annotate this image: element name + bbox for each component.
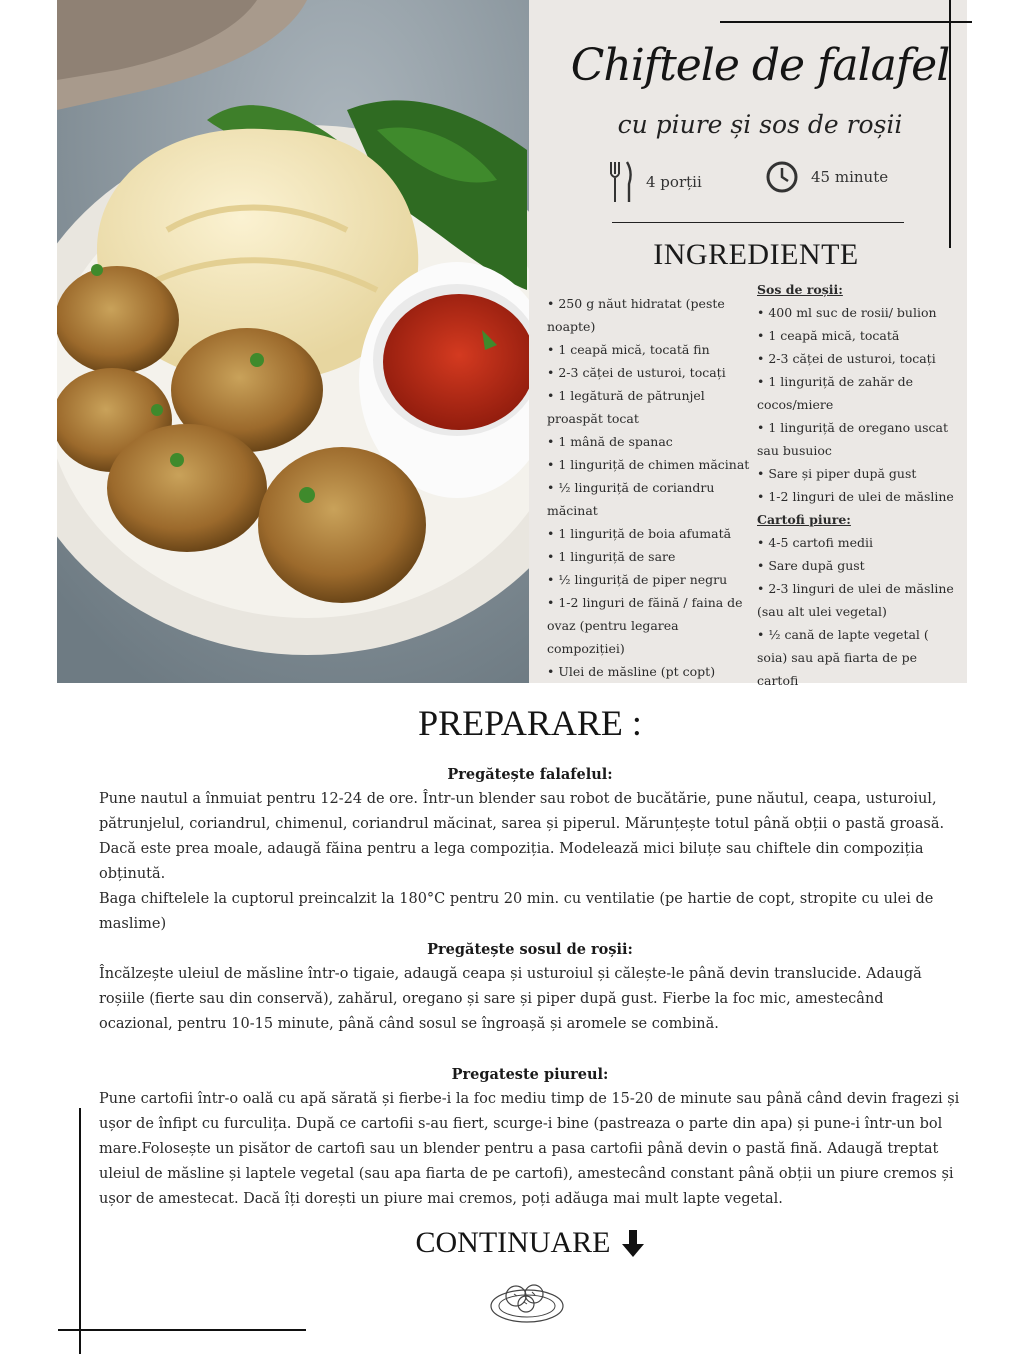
ingredient-item: • Sare și piper după gust — [757, 462, 962, 485]
ingredient-item: • ½ linguriță de coriandru măcinat — [547, 476, 751, 522]
ingredient-item: • 400 ml suc de rosii/ bulion — [757, 301, 962, 324]
falafel-plate-illustration — [57, 0, 529, 683]
divider — [612, 222, 904, 223]
ingredients-heading: INGREDIENTE — [653, 238, 859, 271]
ingredient-item: • 1 linguriță de oregano uscat sau busuioc — [757, 416, 962, 462]
corner-line-horizontal — [720, 21, 972, 23]
continue-link[interactable] — [380, 1226, 680, 1260]
fork-knife-icon — [608, 160, 634, 204]
sauce-instructions — [99, 937, 961, 1037]
recipe-title: Chiftele de falafel — [570, 40, 950, 91]
preparation-heading: PREPARARE : — [418, 703, 642, 743]
ingredient-item: • Ulei de măsline (pt copt) — [547, 660, 751, 683]
clock-icon — [765, 160, 799, 194]
ingredient-item: • 1 ceapă mică, tocată fin — [547, 338, 751, 361]
ingredient-item: • 2-3 linguri de ulei de măsline (sau alt ulei vegetal) — [757, 577, 962, 623]
puree-step-text: Pune cartofii într-o oală cu apă sărată și fierbe-i la foc mediu timp de 15-20 de minute sau până când devin fragezi și ușor de înfipt cu furculița. După ce cartofii s-au fiert, scurge-i bine (pastreaza o parte din apa) și pune-i într-un bol mare.Folosește un pisător de cartofi sau un blender pentru a pasa cartofii până devin o pastă fină. Adaugă treptat uleiul de măsline și laptele vegetal (sau apa fiarta de pe cartofi), amestecând constant până obții un piure cremos și ușor de amestecat. Dacă îți dorești un piure mai cremos, poți adăuga mai mult lapte vegetal. — [99, 1091, 960, 1207]
ingredient-item: • ½ cană de lapte vegetal ( soia) sau apă fiarta de pe cartofi — [757, 623, 962, 692]
ingredient-item: • 1 mână de spanac — [547, 430, 751, 453]
falafel-step-heading: Pregătește falafelul: — [447, 766, 613, 783]
arrow-down-icon — [621, 1228, 645, 1258]
continue-label: CONTINUARE — [415, 1226, 611, 1259]
corner-line-vertical-bottom — [79, 1108, 81, 1354]
ingredient-item: • 2-3 căței de usturoi, tocați — [757, 347, 962, 370]
bowl-illustration-icon — [488, 1276, 566, 1328]
falafel-instructions — [99, 762, 961, 937]
recipe-subtitle: cu piure și sos de roșii — [617, 110, 903, 139]
portions-text: 4 porții — [646, 173, 702, 191]
ingredient-item: • 1 linguriță de boia afumată — [547, 522, 751, 545]
ingredient-item: • 250 g năut hidratat (peste noapte) — [547, 292, 751, 338]
puree-step-heading: Pregateste piureul: — [451, 1066, 609, 1083]
ingredient-item: • 1 linguriță de sare — [547, 545, 751, 568]
falafel-ingredients — [547, 292, 751, 683]
ingredient-item: • 1-2 linguri de făină / faina de ovaz (pentru legarea compoziției) — [547, 591, 751, 660]
time-text: 45 minute — [811, 168, 889, 186]
sauce-step-text: Încălzește uleiul de măsline într-o tigaie, adaugă ceapa și usturoiul și călește-le până devin translucide. Adaugă roșiile (fierte sau din conservă), zahărul, oregano și sare și piper după gust. Fierbe la foc mic, amestecând ocazional, pentru 10-15 minute, până când sosul se îngroașă și aromele se combină. — [99, 966, 922, 1032]
corner-line-horizontal-bottom — [58, 1329, 306, 1331]
falafel-bake-text: Baga chiftelele la cuptorul preincalzit la 180°C pentru 20 min. cu ventilatie (pe hartie de copt, stropite cu ulei de maslime) — [99, 891, 934, 932]
puree-subheading: Cartofi piure: — [757, 512, 851, 527]
time-info — [765, 160, 888, 194]
sauce-subheading: Sos de roșii: — [757, 282, 843, 297]
ingredient-item: • 4-5 cartofi medii — [757, 531, 962, 554]
ingredient-item: • 2-3 căței de usturoi, tocați — [547, 361, 751, 384]
sauce-step-heading: Pregătește sosul de roșii: — [427, 941, 633, 958]
ingredient-item: • ½ linguriță de piper negru — [547, 568, 751, 591]
sauce-and-puree-ingredients — [757, 278, 962, 692]
portions-info — [608, 160, 702, 204]
ingredient-item: • Sare după gust — [757, 554, 962, 577]
ingredient-item: • 1 linguriță de zahăr de cocos/miere — [757, 370, 962, 416]
ingredient-item: • 1 legătură de pătrunjel proaspăt tocat — [547, 384, 751, 430]
ingredient-item: • 1 linguriță de chimen măcinat — [547, 453, 751, 476]
falafel-step-text: Pune nautul a înmuiat pentru 12-24 de ore. Într-un blender sau robot de bucătărie, pune năutul, ceapa, usturoiul, pătrunjelul, coriandrul, chimenul, coriandrul măcinat, sarea și piperul. Mărunțește totul până obții o pastă groasă. Dacă este prea moale, adaugă făina pentru a lega compoziția. Modelează mici biluțe sau chiftele din compoziția obținută. — [99, 791, 945, 882]
ingredient-item: • 1-2 linguri de ulei de măsline — [757, 485, 962, 508]
food-photo — [57, 0, 529, 683]
puree-instructions — [99, 1062, 961, 1212]
ingredient-item: • 1 ceapă mică, tocată — [757, 324, 962, 347]
